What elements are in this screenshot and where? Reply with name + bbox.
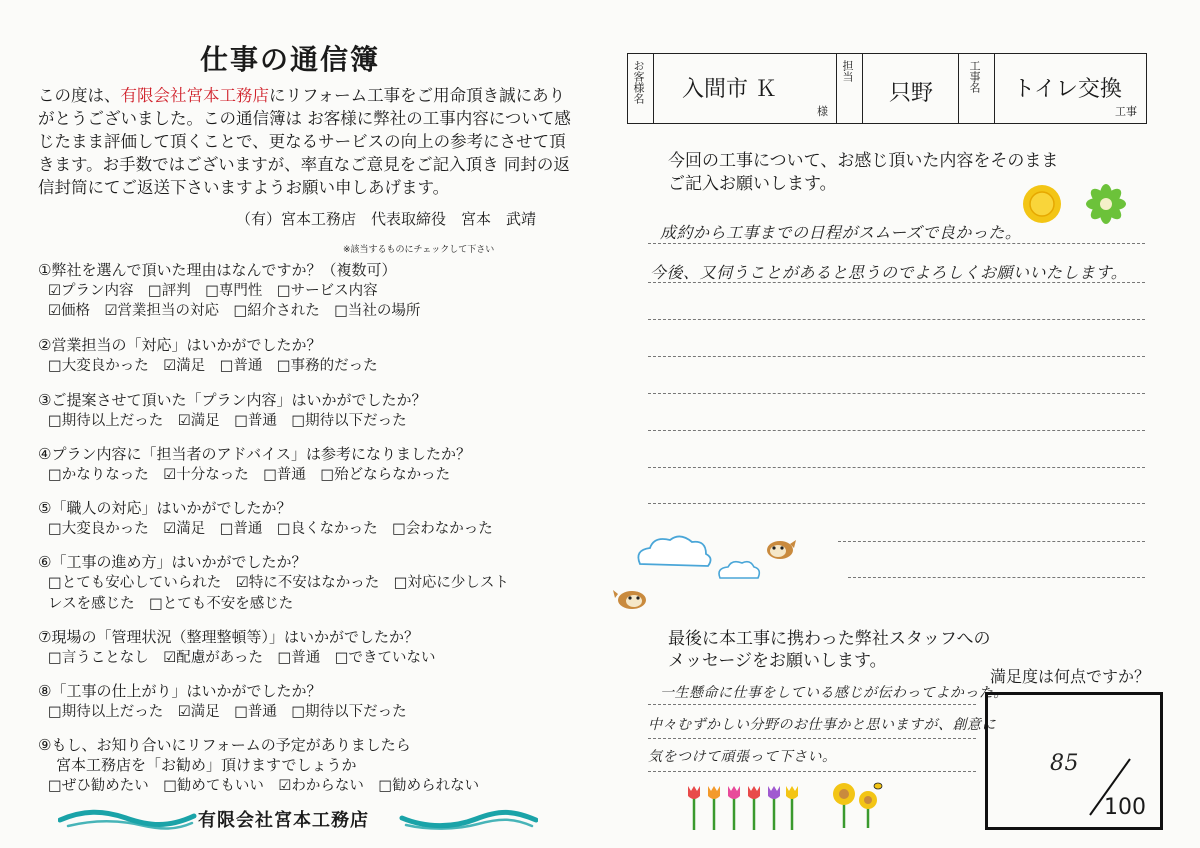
wave-decoration-left	[58, 806, 198, 834]
question-4-options[interactable]: □かなりなった ☑十分なった □普通 □殆どならなかった	[48, 467, 451, 483]
staff-label: 担当	[841, 60, 854, 82]
question-7: ⑦現場の「管理状況（整理整頓等）」はいかがでしたか？	[38, 628, 419, 646]
staff-name: 只野	[889, 81, 934, 106]
score-label: 満足度は何点ですか？	[990, 667, 1151, 686]
writing-line	[648, 467, 1145, 468]
question-1-options-1[interactable]: ☑プラン内容 □評判 □専門性 □サービス内容	[48, 283, 378, 299]
question-8-options[interactable]: □期待以上だった ☑満足 □普通 □期待以下だった	[48, 704, 407, 720]
question-4: ④プラン内容に「担当者のアドバイス」は参考になりましたか？	[38, 445, 472, 463]
work-value-cell	[995, 54, 1145, 123]
customer-label-cell	[628, 54, 654, 123]
customer-label: お客様名	[632, 60, 645, 104]
impressions-prompt-2: ご記入お願いします。	[668, 174, 837, 194]
impressions-handwriting-1: 成約から工事までの日程がスムーズで良かった。	[660, 223, 1022, 242]
writing-line	[648, 243, 1145, 244]
question-9: ⑨もし、お知り合いにリフォームの予定がありましたら	[38, 736, 411, 754]
impressions-handwriting-2: 今後、又伺うことがあると思うのでよろしくお願いいたします。	[650, 263, 1128, 282]
work-label-cell	[959, 54, 995, 123]
check-note: ※該当するものにチェックして下さい	[343, 245, 495, 255]
tulip-decoration-icon	[682, 782, 802, 832]
question-9-line-2: 宮本工務店を「お勧め」頂けますでしょうか	[56, 756, 357, 774]
writing-line	[648, 771, 976, 772]
writing-line	[648, 319, 1145, 320]
writing-line	[648, 430, 1145, 431]
work-label: 工事名	[968, 60, 981, 93]
customer-value-cell	[654, 54, 837, 123]
staff-label-cell	[837, 54, 863, 123]
writing-line	[648, 356, 1145, 357]
flower-decoration-icon	[1018, 182, 1138, 230]
signer: （有）宮本工務店 代表取締役 宮本 武靖	[236, 210, 537, 228]
writing-line	[648, 704, 976, 705]
score-max: 100	[1104, 795, 1146, 820]
intro-prefix: この度は、	[38, 86, 121, 105]
message-handwriting-2: 中々むずかしい分野のお仕事かと思いますが、創意に	[648, 717, 996, 733]
question-7-options[interactable]: □言うことなし ☑配慮があった □普通 □できていない	[48, 650, 436, 666]
message-handwriting-3: 気をつけて頑張って下さい。	[648, 749, 837, 765]
question-1-options-2[interactable]: ☑価格 ☑営業担当の対応 □紹介された □当社の場所	[48, 303, 421, 319]
question-2: ②営業担当の「対応」はいかがでしたか？	[38, 336, 322, 354]
writing-line	[648, 393, 1145, 394]
message-prompt-2: メッセージをお願いします。	[668, 651, 887, 671]
cloud-decoration-icon	[632, 530, 772, 590]
question-1: ①弊社を選んで頂いた理由はなんですか？（複数可）	[38, 261, 397, 279]
intro-paragraph	[38, 84, 578, 199]
wave-decoration-right	[398, 806, 538, 834]
question-2-options[interactable]: □大変良かった ☑満足 □普通 □事務的だった	[48, 358, 378, 374]
writing-line	[648, 503, 1145, 504]
question-5-options[interactable]: □大変良かった ☑満足 □普通 □良くなかった □会わなかった	[48, 521, 493, 537]
writing-line	[648, 738, 976, 739]
question-8: ⑧「工事の仕上がり」はいかがでしたか？	[38, 682, 322, 700]
question-6-options-1[interactable]: □とても安心していられた ☑特に不安はなかった □対応に少しスト	[48, 575, 509, 591]
staff-value-cell	[863, 54, 959, 123]
score-value: 85	[1050, 751, 1079, 776]
page-title: 仕事の通信簿	[200, 43, 381, 76]
footer-company-name: 有限会社宮本工務店	[198, 810, 369, 831]
bird-icon	[612, 586, 652, 614]
message-prompt-1: 最後に本工事に携わった弊社スタッフへの	[668, 629, 991, 649]
intro-company: 有限会社宮本工務店	[120, 86, 269, 105]
question-6: ⑥「工事の進め方」はいかがでしたか？	[38, 553, 307, 571]
bird-icon	[762, 536, 798, 564]
question-6-options-2[interactable]: レスを感じた □とても不安を感じた	[48, 596, 294, 612]
work-name: トイレ交換	[1013, 77, 1122, 102]
work-suffix: 工事	[1115, 105, 1137, 118]
customer-info-table	[627, 53, 1147, 124]
score-box	[985, 692, 1163, 830]
question-3: ③ご提案させて頂いた「プラン内容」はいかがでしたか？	[38, 391, 427, 409]
writing-line	[848, 577, 1145, 578]
question-5: ⑤「職人の対応」はいかがでしたか？	[38, 499, 292, 517]
message-handwriting-1: 一生懸命に仕事をしている感じが伝わってよかった。	[660, 685, 1008, 701]
question-3-options[interactable]: □期待以上だった ☑満足 □普通 □期待以下だった	[48, 413, 407, 429]
sunflower-decoration-icon	[830, 780, 886, 830]
question-9-options[interactable]: □ぜひ勧めたい □勧めてもいい ☑わからない □勧められない	[48, 778, 480, 794]
customer-suffix: 様	[817, 105, 828, 118]
customer-name: 入間市 Ｋ	[682, 77, 777, 102]
impressions-prompt-1: 今回の工事について、お感じ頂いた内容をそのまま	[668, 151, 1059, 171]
writing-line	[838, 541, 1145, 542]
intro-body: にリフォーム工事をご用命頂き誠にありがとうございました。この通信簿は お客様に弊社の工事内容について感じたまま評価して頂くことで、更なるサービスの向上の参考にさせて頂きます。お手数ではございますが、率直なご意見をご記入頂き 同封の返信封筒にてご返送下さいますようお願い申しあげます。	[38, 86, 571, 197]
